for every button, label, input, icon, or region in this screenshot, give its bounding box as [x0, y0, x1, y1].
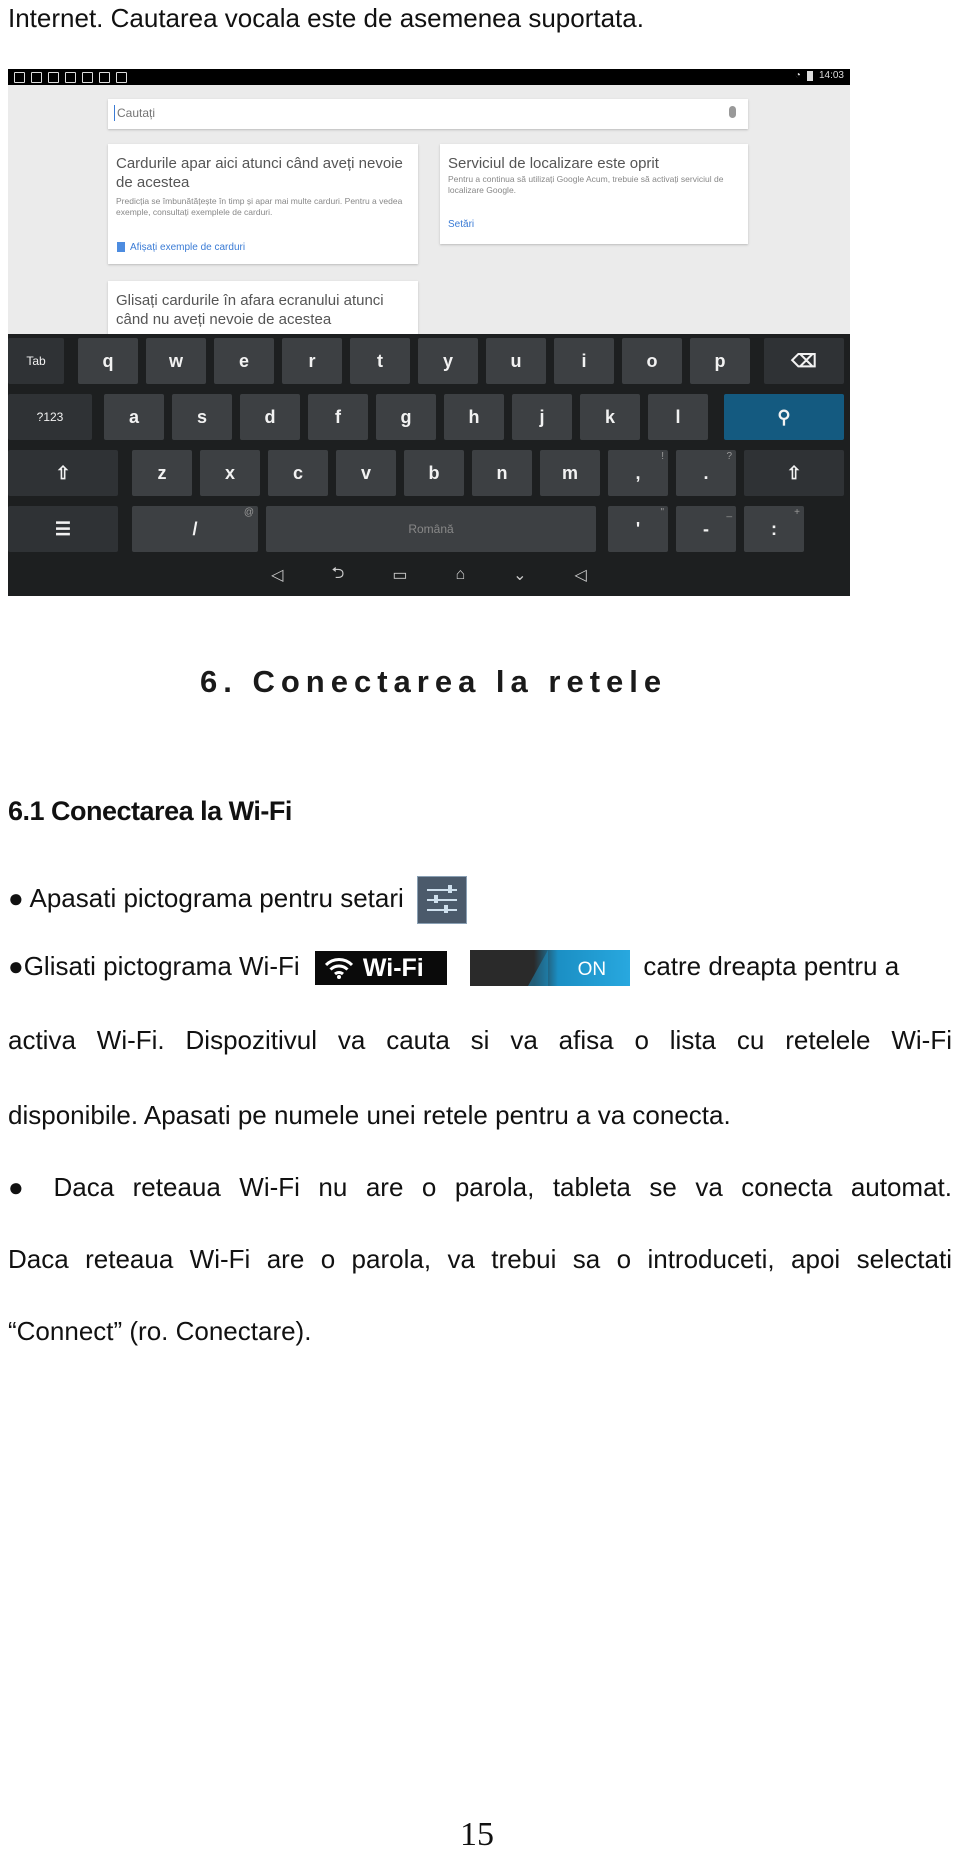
key-b[interactable]: b — [404, 450, 464, 496]
key-comma[interactable] — [608, 450, 668, 496]
key-hint: " — [660, 507, 664, 518]
on-screen-keyboard — [8, 334, 850, 596]
search-icon[interactable]: ⚲ — [724, 394, 844, 440]
key-label: ' — [635, 518, 641, 539]
bullet-text: ●Glisati pictograma Wi-Fi — [8, 951, 300, 981]
paragraph-line: disponibile. Apasati pe numele unei retele pentru a va conecta. — [8, 1100, 731, 1130]
toggle-label: ON — [577, 959, 607, 981]
usb-icon — [31, 72, 42, 83]
screenshot-icon[interactable]: ▭ — [392, 567, 408, 584]
key-z[interactable]: z — [132, 450, 192, 496]
key-hint: ! — [661, 451, 664, 462]
key-x[interactable]: x — [200, 450, 260, 496]
key-y[interactable]: y — [418, 338, 478, 384]
paragraph-line: activa Wi-Fi. Dispozitivul va cauta si va afisa o lista cu retelele Wi-Fi — [8, 1025, 952, 1055]
key-dash[interactable] — [676, 506, 736, 552]
key-a[interactable]: a — [104, 394, 164, 440]
microphone-icon[interactable] — [729, 106, 736, 118]
key-hint: @ — [243, 507, 254, 518]
bullet-settings — [8, 876, 952, 924]
shift-icon[interactable]: ⇧ — [8, 450, 118, 496]
key-apostrophe[interactable] — [608, 506, 668, 552]
volume-down-icon[interactable]: ◁ — [271, 567, 284, 584]
key-t[interactable]: t — [350, 338, 410, 384]
tablet-screenshot — [8, 69, 850, 596]
key-label: / — [192, 518, 198, 539]
key-label: . — [703, 462, 709, 483]
shift-icon[interactable]: ⇧ — [744, 450, 844, 496]
paragraph-line: Daca reteaua Wi-Fi are o parola, va trebui sa o introduceti, apoi selectati — [8, 1244, 952, 1274]
page-number: 15 — [460, 1816, 494, 1853]
key-tab[interactable]: Tab — [8, 338, 64, 384]
key-label: - — [703, 518, 709, 539]
key-label: , — [635, 462, 641, 483]
card-body: Predicția se îmbunătățește în timp și apar mai multe carduri. Pentru a vedea exemple, consultați exemplele de carduri. — [116, 196, 403, 217]
subsection-title: 6.1 Conectarea la Wi-Fi — [8, 796, 292, 826]
key-f[interactable]: f — [308, 394, 368, 440]
card-body: Pentru a continua să utilizați Google Acum, trebuie să activați serviciul de localizare Google. — [448, 174, 724, 195]
key-p[interactable]: p — [690, 338, 750, 384]
paragraph-line: ● Daca reteaua Wi-Fi nu are o parola, tableta se va conecta automat. — [8, 1172, 952, 1202]
wifi-icon — [325, 957, 353, 979]
key-l[interactable]: l — [648, 394, 708, 440]
volume-up-icon[interactable]: ◁ — [574, 567, 587, 584]
key-d[interactable]: d — [240, 394, 300, 440]
wifi-status-icon: ◔ — [794, 70, 801, 81]
notification-icon — [99, 72, 110, 83]
key-h[interactable]: h — [444, 394, 504, 440]
search-input[interactable] — [114, 105, 699, 121]
key-hint: _ — [726, 507, 732, 518]
key-slash[interactable] — [132, 506, 258, 552]
key-u[interactable]: u — [486, 338, 546, 384]
settings-link[interactable]: Setări — [448, 219, 475, 230]
key-colon[interactable] — [744, 506, 804, 552]
bullet-text-continued: catre dreapta pentru a — [643, 951, 900, 981]
key-label: : — [771, 518, 777, 539]
key-symbols[interactable]: ?123 — [8, 394, 92, 440]
card-title: Glisați cardurile în afara ecranului atunci când nu aveți nevoie de acestea — [116, 292, 384, 328]
wifi-on-toggle — [470, 950, 630, 986]
space-bar[interactable]: Română — [266, 506, 596, 552]
key-q[interactable]: q — [78, 338, 138, 384]
info-card — [108, 144, 418, 264]
settings-icon — [417, 876, 467, 924]
show-card-examples-link[interactable]: Afișați exemple de carduri — [130, 242, 246, 253]
navigation-bar — [8, 554, 850, 596]
key-hint: + — [794, 507, 800, 518]
key-w[interactable]: w — [146, 338, 206, 384]
battery-icon — [807, 71, 813, 81]
bullet-wifi — [8, 950, 952, 986]
key-r[interactable]: r — [282, 338, 342, 384]
hide-keyboard-icon[interactable]: ⌄ — [513, 567, 527, 584]
card-title: Serviciul de localizare este oprit — [448, 155, 659, 172]
status-time: 14:03 — [818, 70, 844, 81]
wifi-label: Wi-Fi — [362, 954, 424, 983]
location-card — [440, 144, 748, 244]
paragraph-line: “Connect” (ro. Conectare). — [8, 1316, 312, 1346]
notification-icon — [82, 72, 93, 83]
search-bar[interactable] — [108, 99, 748, 129]
wifi-badge — [315, 951, 447, 985]
key-i[interactable]: i — [554, 338, 614, 384]
key-period[interactable] — [676, 450, 736, 496]
key-hint: ? — [726, 451, 732, 462]
notification-icon — [48, 72, 59, 83]
intro-line: Internet. Cautarea vocala este de asemenea suportata. — [8, 3, 644, 33]
key-o[interactable]: o — [622, 338, 682, 384]
backspace-icon[interactable]: ⌫ — [764, 338, 844, 384]
home-icon[interactable]: ⌂ — [455, 566, 466, 583]
status-bar — [8, 69, 850, 85]
notification-icon — [65, 72, 76, 83]
key-s[interactable]: s — [172, 394, 232, 440]
key-e[interactable]: e — [214, 338, 274, 384]
key-n[interactable]: n — [472, 450, 532, 496]
notification-icon — [116, 72, 127, 83]
document-icon — [117, 242, 125, 252]
card-title: Cardurile apar aici atunci când aveți nevoie de acestea — [116, 155, 403, 191]
key-j[interactable]: j — [512, 394, 572, 440]
key-c[interactable]: c — [268, 450, 328, 496]
key-k[interactable]: k — [580, 394, 640, 440]
settings-sliders-icon[interactable]: ☰ — [8, 506, 118, 552]
key-m[interactable]: m — [540, 450, 600, 496]
key-g[interactable]: g — [376, 394, 436, 440]
notification-icon — [14, 72, 25, 83]
section-title: 6. Conectarea la retele — [200, 664, 668, 699]
back-icon[interactable]: ⮌ — [331, 564, 345, 582]
bullet-text: ● Apasati pictograma pentru setari — [8, 882, 404, 913]
key-v[interactable]: v — [336, 450, 396, 496]
